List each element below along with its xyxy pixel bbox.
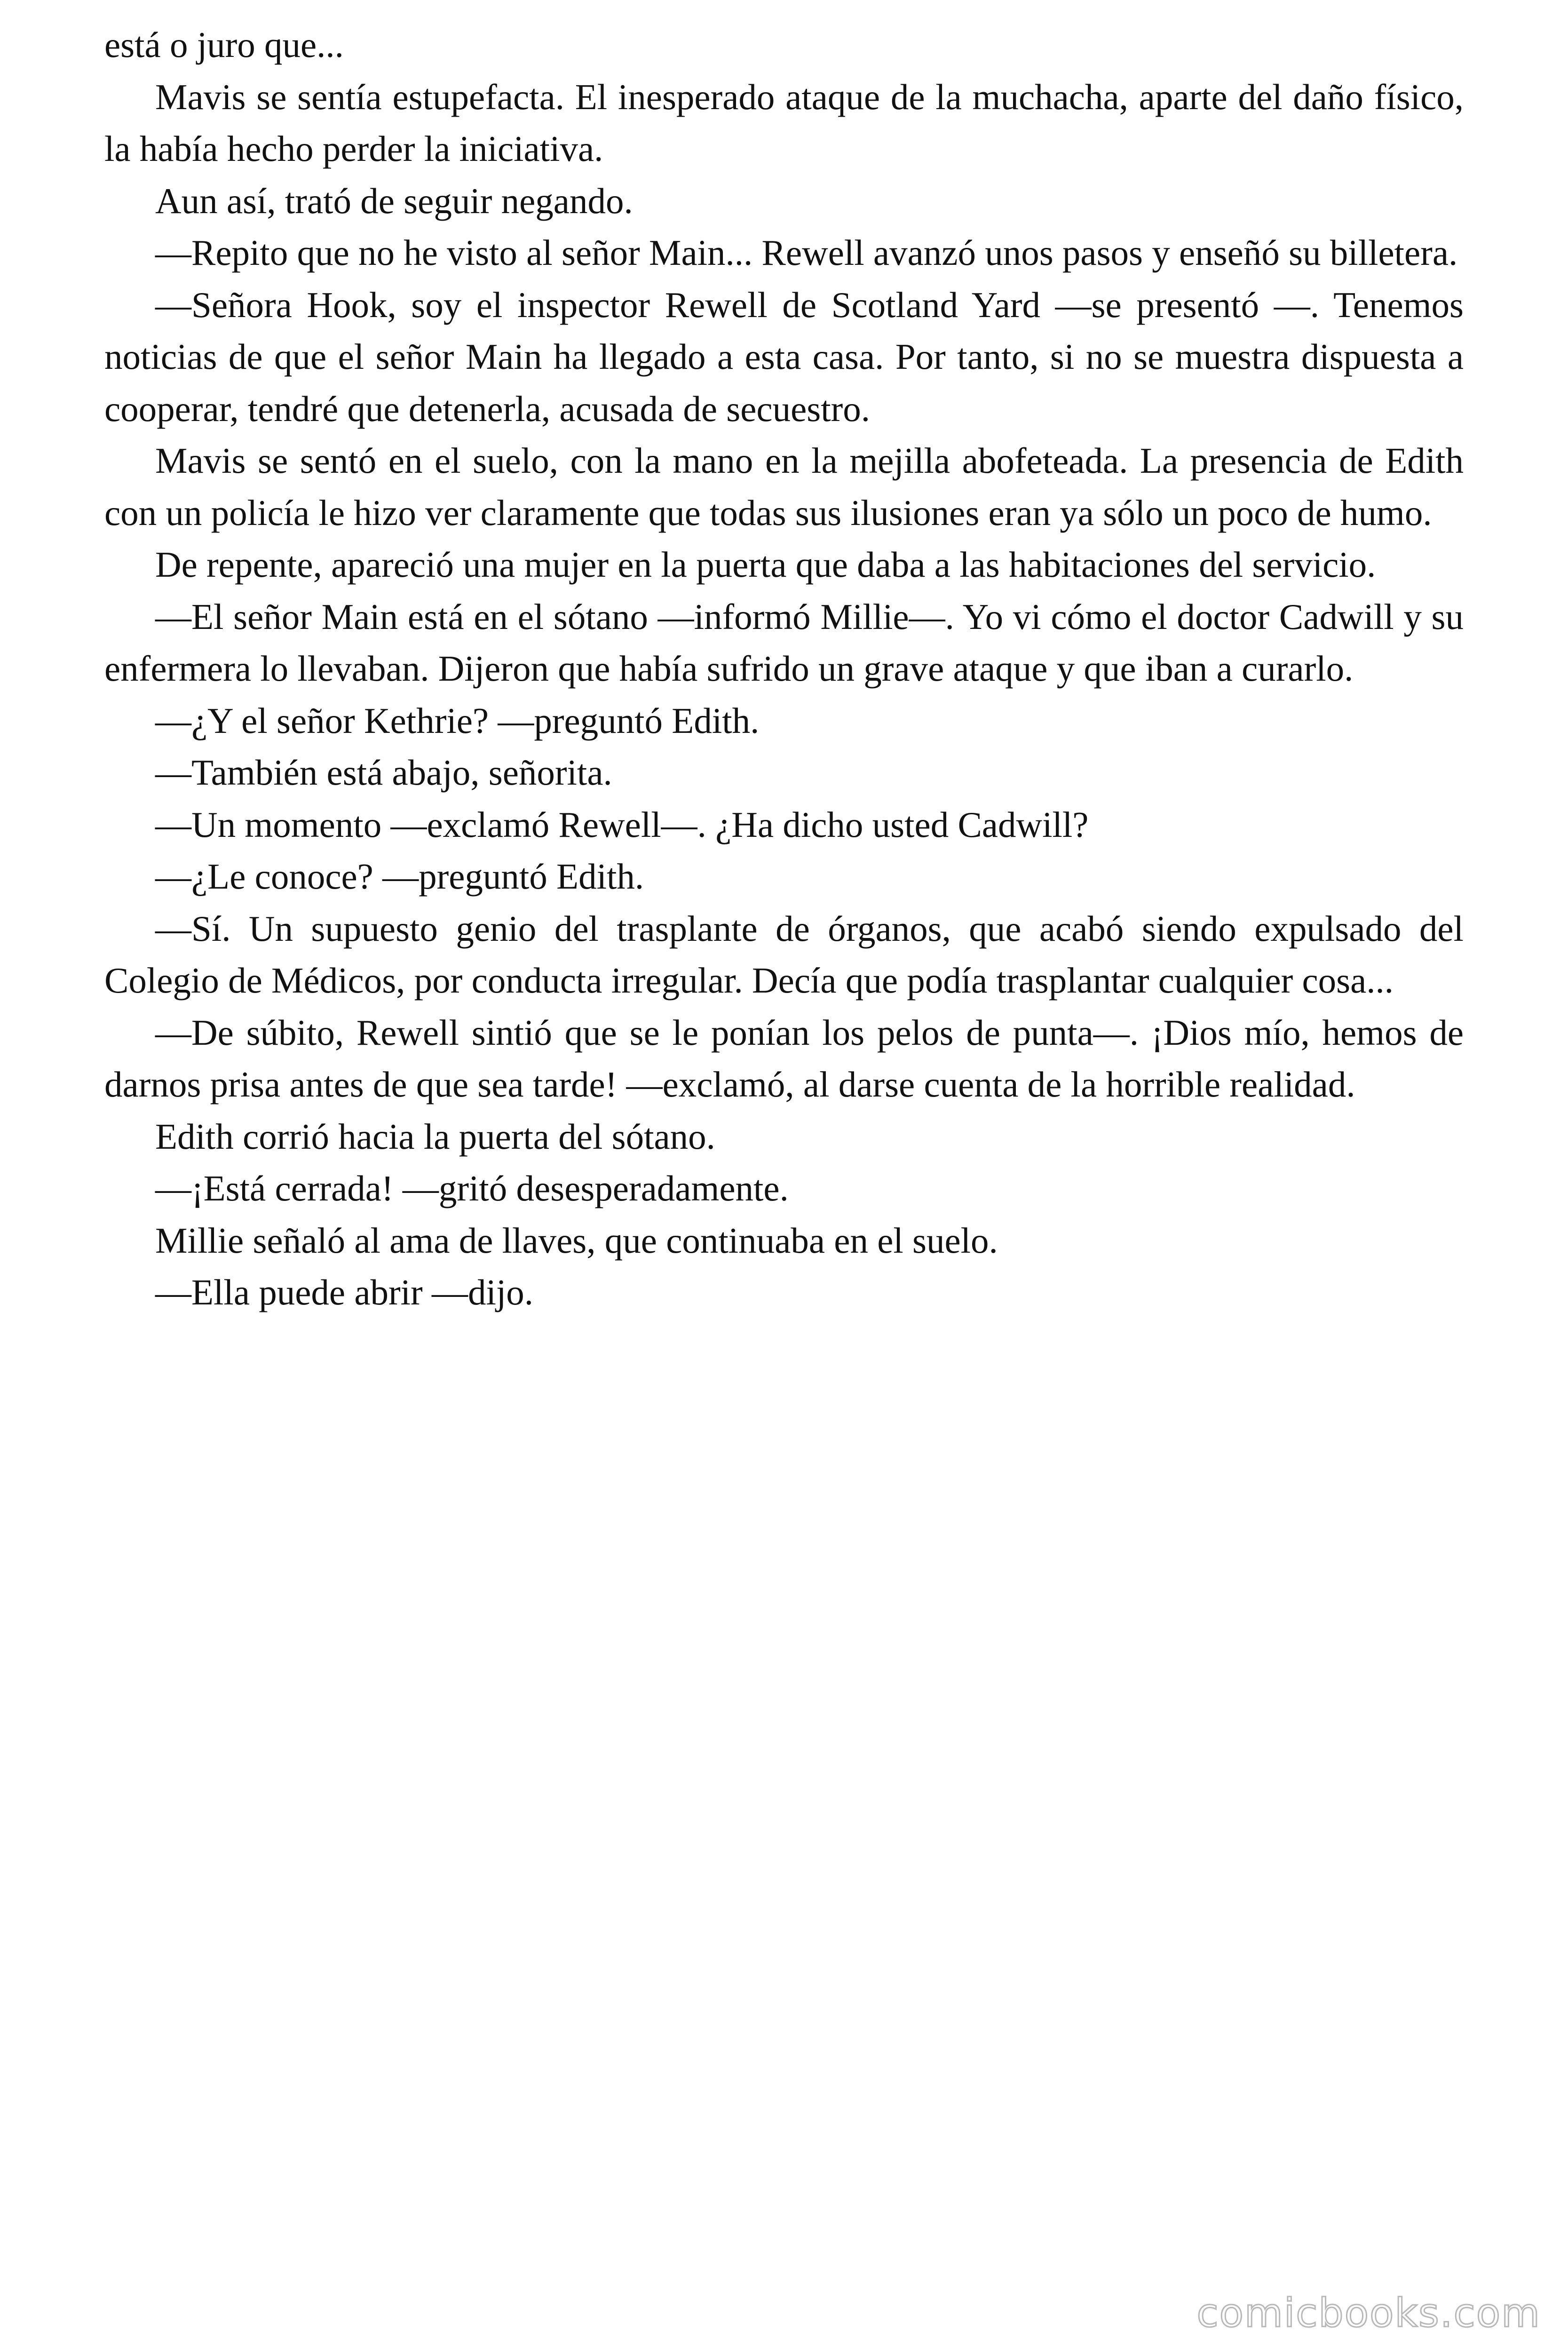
paragraph: —El señor Main está en el sótano —informó Millie—. Yo vi cómo el doctor Cadwill y su enfermera lo llevaban. Dijeron que había sufrido un grave ataque y que iban a curarlo.: [104, 596, 1464, 689]
paragraph: De repente, apareció una mujer en la puerta que daba a las habitaciones del servicio.: [155, 544, 1376, 585]
paragraph: —Ella puede abrir —dijo.: [155, 1272, 533, 1312]
paragraph: está o juro que...: [104, 24, 344, 65]
paragraph: Millie señaló al ama de llaves, que continuaba en el suelo.: [155, 1220, 998, 1261]
paragraph: —Repito que no he visto al señor Main... Rewell avanzó unos pasos y enseñó su billetera.: [155, 232, 1458, 273]
paragraph: Edith corrió hacia la puerta del sótano.: [155, 1116, 715, 1157]
paragraph: Mavis se sentía estupefacta. El inesperado ataque de la muchacha, aparte del daño físico, la había hecho perder la iniciativa.: [104, 76, 1464, 169]
text-column: [104, 19, 1464, 1319]
paragraph: —¿Y el señor Kethrie? —preguntó Edith.: [155, 700, 760, 741]
watermark: comicbooks.com: [1196, 2290, 1541, 2336]
paragraph: —Sí. Un supuesto genio del trasplante de órganos, que acabó siendo expulsado del Colegio de Médicos, por conducta irregular. Decía que podía trasplantar cualquier cosa...: [104, 908, 1464, 1001]
paragraph: —Señora Hook, soy el inspector Rewell de Scotland Yard —se presentó —. Tenemos noticias de que el señor Main ha llegado a esta casa. Por tanto, si no se muestra dispuesta a cooperar, tendré que detenerla, acusada de secuestro.: [104, 284, 1464, 429]
paragraph: —También está abajo, señorita.: [155, 752, 612, 793]
paragraph: —¿Le conoce? —preguntó Edith.: [155, 856, 644, 897]
paragraph: Aun así, trató de seguir negando.: [155, 180, 633, 221]
paragraph: —¡Está cerrada! —gritó desesperadamente.: [155, 1168, 789, 1208]
paragraph: —Un momento —exclamó Rewell—. ¿Ha dicho usted Cadwill?: [155, 804, 1089, 845]
paragraph: Mavis se sentó en el suelo, con la mano en la mejilla abofeteada. La presencia de Edith con un policía le hizo ver claramente que todas sus ilusiones eran ya sólo un poco de humo.: [104, 440, 1464, 533]
paragraph: —De súbito, Rewell sintió que se le ponían los pelos de punta—. ¡Dios mío, hemos de darnos prisa antes de que sea tarde! —exclamó, al darse cuenta de la horrible realidad.: [104, 1012, 1464, 1104]
